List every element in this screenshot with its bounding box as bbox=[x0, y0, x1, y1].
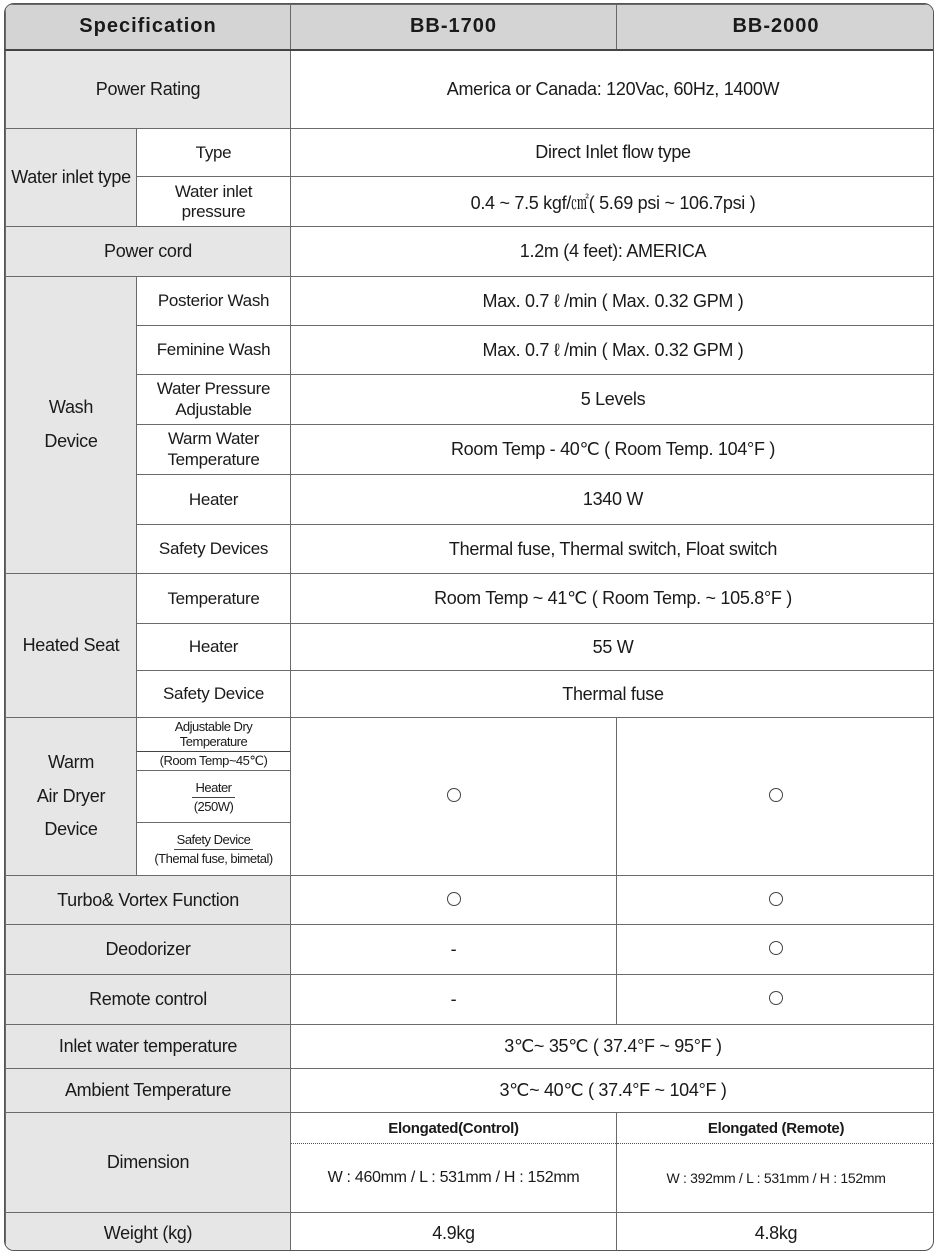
row-wash-safety bbox=[6, 525, 935, 574]
dryer-label-line2: Air Dryer bbox=[36, 785, 106, 806]
dryer-heater bbox=[137, 771, 290, 824]
posterior-wash-value: Max. 0.7 ℓ /min ( Max. 0.32 GPM ) bbox=[291, 277, 934, 326]
power-cord-label: Power cord bbox=[6, 227, 291, 277]
row-ambient-temp bbox=[6, 1069, 935, 1113]
row-feminine-wash bbox=[6, 326, 935, 375]
seat-heater-label: Heater bbox=[137, 624, 291, 671]
ambient-label: Ambient Temperature bbox=[6, 1069, 291, 1113]
power-rating-label: Power Rating bbox=[6, 50, 291, 129]
feminine-wash-label: Feminine Wash bbox=[137, 326, 291, 375]
water-pressure-label-line1: Water Pressure bbox=[156, 379, 271, 399]
inlet-temp-label: Inlet water temperature bbox=[6, 1025, 291, 1069]
power-rating-value: America or Canada: 120Vac, 60Hz, 1400W bbox=[291, 50, 934, 129]
dryer-features bbox=[137, 718, 291, 876]
wash-label-line2: Device bbox=[44, 431, 98, 451]
circle-icon bbox=[769, 788, 783, 802]
water-pressure-label-line2: Adjustable bbox=[175, 399, 252, 419]
power-cord-value: 1.2m (4 feet): AMERICA bbox=[291, 227, 934, 277]
wash-label-line1: Wash bbox=[48, 397, 94, 418]
dryer-label bbox=[6, 718, 137, 876]
warm-water-value: Room Temp - 40℃ ( Room Temp. 104°F ) bbox=[291, 425, 934, 475]
posterior-wash-label: Posterior Wash bbox=[137, 277, 291, 326]
dimension-bb1700-type: Elongated(Control) bbox=[291, 1113, 616, 1144]
row-warm-air-dryer bbox=[6, 718, 935, 876]
dryer-adjustable-temp-label: Adjustable Dry Temperature bbox=[137, 719, 290, 752]
dryer-heater-watts: (250W) bbox=[193, 798, 234, 814]
remote-bb1700: - bbox=[291, 975, 617, 1025]
wash-heater-label: Heater bbox=[137, 475, 291, 525]
remote-bb2000 bbox=[617, 975, 934, 1025]
row-seat-safety bbox=[6, 671, 935, 718]
row-weight bbox=[6, 1213, 935, 1252]
row-inlet-water-temp bbox=[6, 1025, 935, 1069]
dryer-bb1700 bbox=[291, 718, 617, 876]
water-inlet-label: Water inlet type bbox=[6, 129, 137, 227]
row-deodorizer bbox=[6, 925, 935, 975]
dimension-bb1700-value: W : 460mm / L : 531mm / H : 152mm bbox=[327, 1169, 580, 1186]
wash-heater-value: 1340 W bbox=[291, 475, 934, 525]
weight-label: Weight (kg) bbox=[6, 1213, 291, 1252]
deodorizer-bb2000 bbox=[617, 925, 934, 975]
turbo-bb1700 bbox=[291, 876, 617, 925]
water-inlet-pressure-value: 0.4 ~ 7.5 kgf/㎠( 5.69 psi ~ 106.7psi ) bbox=[291, 177, 934, 227]
heated-seat-label: Heated Seat bbox=[6, 574, 137, 718]
dryer-label-line1: Warm bbox=[47, 752, 95, 773]
dimension-bb2000-value: W : 392mm / L : 531mm / H : 152mm bbox=[666, 1170, 886, 1186]
row-remote-control bbox=[6, 975, 935, 1025]
dimension-bb2000-type: Elongated (Remote) bbox=[617, 1113, 934, 1144]
turbo-bb2000 bbox=[617, 876, 934, 925]
row-seat-heater bbox=[6, 624, 935, 671]
wash-safety-value: Thermal fuse, Thermal switch, Float switch bbox=[291, 525, 934, 574]
weight-bb1700: 4.9kg bbox=[291, 1213, 617, 1252]
dryer-heater-label: Heater bbox=[192, 780, 234, 798]
warm-water-label bbox=[137, 425, 291, 475]
deodorizer-bb1700: - bbox=[291, 925, 617, 975]
row-dimension bbox=[6, 1113, 935, 1213]
remote-label: Remote control bbox=[6, 975, 291, 1025]
header-row bbox=[6, 5, 935, 50]
dryer-adjustable-temp bbox=[137, 718, 290, 771]
header-spec: Specification bbox=[6, 5, 291, 50]
seat-temperature-value: Room Temp ~ 41℃ ( Room Temp. ~ 105.8°F ) bbox=[291, 574, 934, 624]
deodorizer-label: Deodorizer bbox=[6, 925, 291, 975]
circle-icon bbox=[769, 991, 783, 1005]
circle-icon bbox=[447, 788, 461, 802]
dimension-bb2000 bbox=[617, 1113, 934, 1213]
water-pressure-label bbox=[137, 375, 291, 425]
spec-table bbox=[5, 4, 934, 1251]
weight-bb2000: 4.8kg bbox=[617, 1213, 934, 1252]
feminine-wash-value: Max. 0.7 ℓ /min ( Max. 0.32 GPM ) bbox=[291, 326, 934, 375]
dimension-bb1700 bbox=[291, 1113, 617, 1213]
header-bb1700: BB-1700 bbox=[291, 5, 617, 50]
warm-water-label-line2: Temperature bbox=[167, 449, 260, 469]
seat-heater-value: 55 W bbox=[291, 624, 934, 671]
dryer-safety bbox=[137, 823, 290, 875]
row-power-rating bbox=[6, 50, 935, 129]
seat-safety-label: Safety Device bbox=[137, 671, 291, 718]
water-inlet-pressure-label: Water inlet pressure bbox=[137, 177, 291, 227]
wash-device-label bbox=[6, 277, 137, 574]
dryer-bb2000 bbox=[617, 718, 934, 876]
circle-icon bbox=[769, 941, 783, 955]
water-inlet-type-label: Type bbox=[137, 129, 291, 177]
row-wash-heater bbox=[6, 475, 935, 525]
row-water-inlet-pressure bbox=[6, 177, 935, 227]
row-warm-water bbox=[6, 425, 935, 475]
header-bb2000: BB-2000 bbox=[617, 5, 934, 50]
row-turbo-vortex bbox=[6, 876, 935, 925]
row-water-inlet-type bbox=[6, 129, 935, 177]
seat-safety-value: Thermal fuse bbox=[291, 671, 934, 718]
circle-icon bbox=[447, 892, 461, 906]
seat-temperature-label: Temperature bbox=[137, 574, 291, 624]
dryer-safety-detail: (Themal fuse, bimetal) bbox=[154, 851, 273, 867]
inlet-temp-value: 3℃~ 35℃ ( 37.4°F ~ 95°F ) bbox=[291, 1025, 934, 1069]
row-seat-temperature bbox=[6, 574, 935, 624]
warm-water-label-line1: Warm Water bbox=[167, 429, 260, 449]
spec-table-frame bbox=[4, 3, 934, 1251]
dryer-adjustable-temp-range: (Room Temp~45℃) bbox=[159, 752, 268, 768]
row-posterior-wash bbox=[6, 277, 935, 326]
water-inlet-type-value: Direct Inlet flow type bbox=[291, 129, 934, 177]
row-power-cord bbox=[6, 227, 935, 277]
dryer-label-line3: Device bbox=[44, 819, 98, 840]
row-water-pressure bbox=[6, 375, 935, 425]
circle-icon bbox=[769, 892, 783, 906]
ambient-value: 3℃~ 40℃ ( 37.4°F ~ 104°F ) bbox=[291, 1069, 934, 1113]
turbo-label: Turbo& Vortex Function bbox=[6, 876, 291, 925]
dryer-safety-label: Safety Device bbox=[174, 832, 254, 850]
dimension-label: Dimension bbox=[6, 1113, 291, 1213]
water-pressure-value: 5 Levels bbox=[291, 375, 934, 425]
wash-safety-label: Safety Devices bbox=[137, 525, 291, 574]
